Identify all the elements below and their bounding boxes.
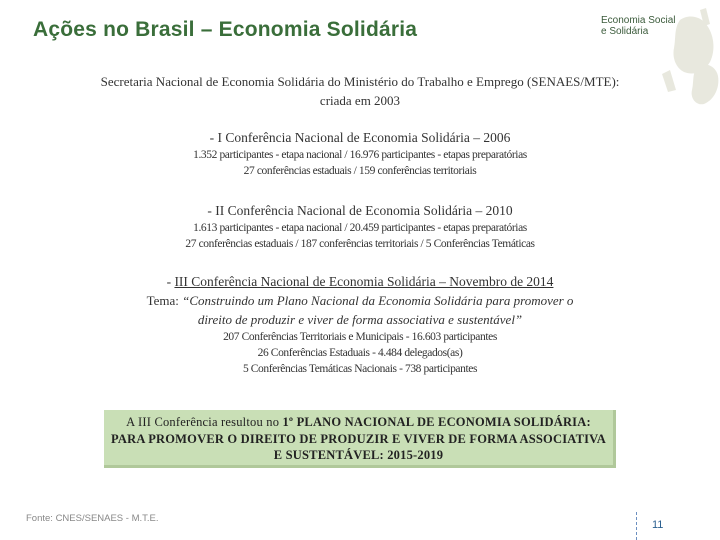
tema-text: direito de produzir e viver de forma associativa e sustentável” [197,312,523,327]
brand-label [601,15,675,37]
tema-label: Tema: [146,293,179,308]
intro-line: criada em 2003 [319,93,401,108]
heading-underlined: III Conferência Nacional de Economia Solidária – Novembro de 2014 [174,274,554,289]
conference-heading: - II Conferência Nacional de Economia Solidária – 2010 [207,203,513,218]
conference-detail: 1.613 participantes - etapa nacional / 20.459 participantes - etapas preparatórias [193,222,527,234]
conference-1 [0,129,720,179]
page-divider [636,512,637,540]
heading-prefix: - [166,274,175,289]
page-number: 11 [652,519,664,531]
result-bold: E SUSTENTÁVEL: 2015-2019 [273,448,444,462]
conference-detail: 27 conferências estaduais / 159 conferências territoriais [243,165,477,177]
conference-heading: - I Conferência Nacional de Economia Solidária – 2006 [209,130,511,145]
conference-2 [0,202,720,252]
intro-text [0,72,720,110]
result-box [104,410,616,468]
tema-text: “Construindo um Plano Nacional da Economia Solidária para promover o [178,293,574,308]
result-bold: 1º PLANO NACIONAL DE ECONOMIA SOLIDÁRIA: [282,415,591,429]
conference-detail: 5 Conferências Temáticas Nacionais - 738 participantes [242,363,478,375]
conference-3 [0,273,720,377]
tema-line [0,291,720,310]
page-title: Ações no Brasil – Economia Solidária [33,18,418,41]
brand-line: e Solidária [601,26,649,37]
conference-detail: 207 Conferências Territoriais e Municipais - 16.603 participantes [223,331,497,343]
result-line [104,447,613,464]
brand-line: Economia Social [601,15,676,26]
result-bold: PARA PROMOVER O DIREITO DE PRODUZIR E VIVER DE FORMA ASSOCIATIVA [110,431,607,446]
result-prefix: A III Conferência resultou no [126,415,283,429]
conference-heading [0,273,720,291]
conference-detail: 27 conferências estaduais / 187 conferências territoriais / 5 Conferências Temáticas [185,238,535,250]
intro-line: Secretaria Nacional de Economia Solidária do Ministério do Trabalho e Emprego (SENAES/MTE): [100,74,620,89]
conference-detail: 26 Conferências Estaduais - 4.484 delegados(as) [257,347,463,359]
tema-line [0,310,720,329]
conference-detail: 1.352 participantes - etapa nacional / 16.976 participantes - etapas preparatórias [193,149,527,161]
source-note: Fonte: CNES/SENAES - M.T.E. [26,513,159,524]
result-line [104,431,613,448]
result-line [104,414,613,431]
